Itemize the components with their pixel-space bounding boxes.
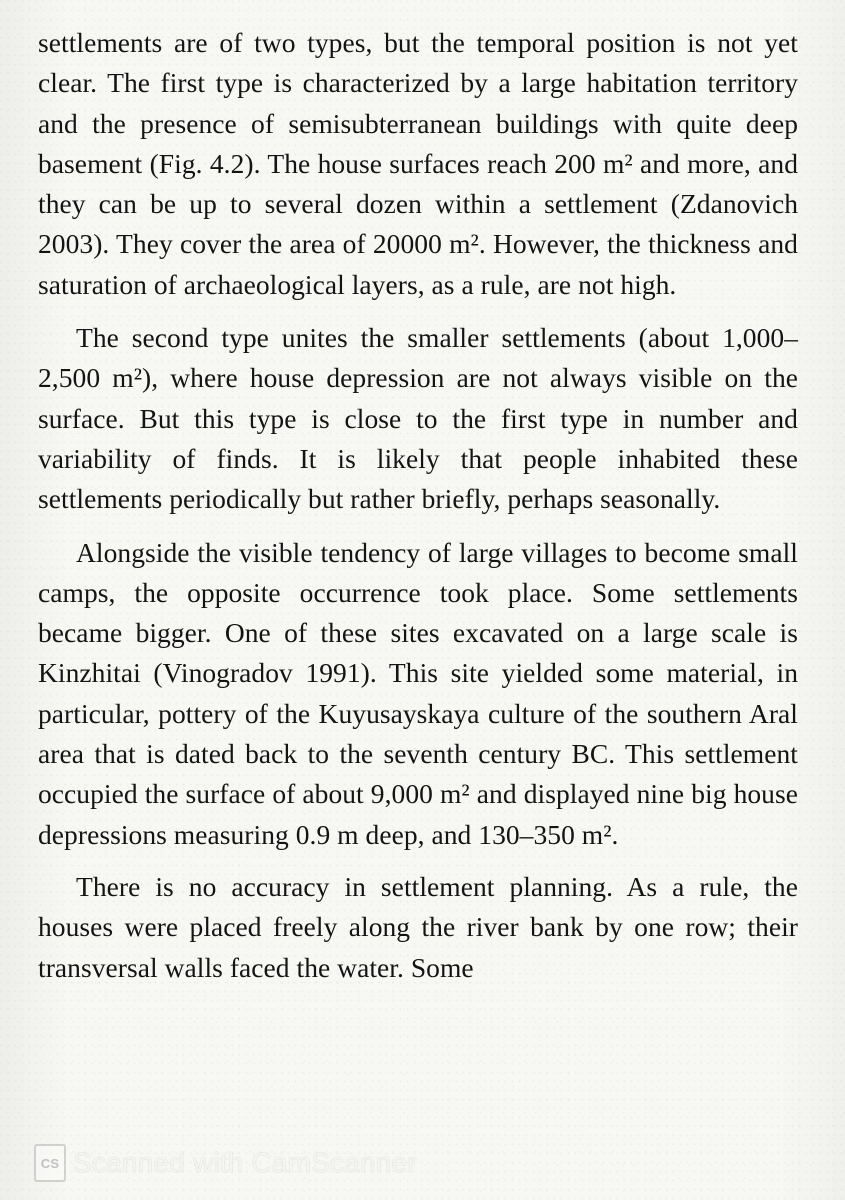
- document-text: [38, 23, 798, 988]
- watermark-text: Scanned with CamScanner: [73, 1147, 417, 1178]
- paragraph-2: The second type unites the smaller settlements (about 1,000–2,500 m²), where house depression are not always visible on the surface. But this type is close to the first type in number and variability of finds. It is likely that people inhabited these settlements periodically but rather briefly, perhaps seasonally.: [38, 322, 798, 515]
- paragraph-3: Alongside the visible tendency of large villages to become small camps, the opposite occurrence took place. Some settlements became bigger. One of these sites excavated on a large scale is Kinzhitai (Vinogradov 1991). This site yielded some material, in particular, pottery of the Kuyusayskaya culture of the southern Aral area that is dated back to the seventh century BC. This settlement occupied the surface of about 9,000 m² and displayed nine big house depressions measuring 0.9 m deep, and 130–350 m².: [38, 536, 798, 850]
- paragraph-4: There is no accuracy in settlement planning. As a rule, the houses were placed freely along the river bank by one row; their transversal walls faced the water. Some: [38, 870, 798, 983]
- camscanner-watermark: [34, 1138, 417, 1188]
- paragraph-1: settlements are of two types, but the temporal position is not yet clear. The first type is characterized by a large habitation territory and the presence of semisubterranean buildings with quite deep basement (Fig. 4.2). The house surfaces reach 200 m² and more, and they can be up to several dozen within a settlement (Zdanovich 2003). They cover the area of 20000 m². However, the thickness and saturation of archaeological layers, as a rule, are not high.: [38, 27, 798, 300]
- camscanner-logo-icon: CS: [34, 1144, 66, 1182]
